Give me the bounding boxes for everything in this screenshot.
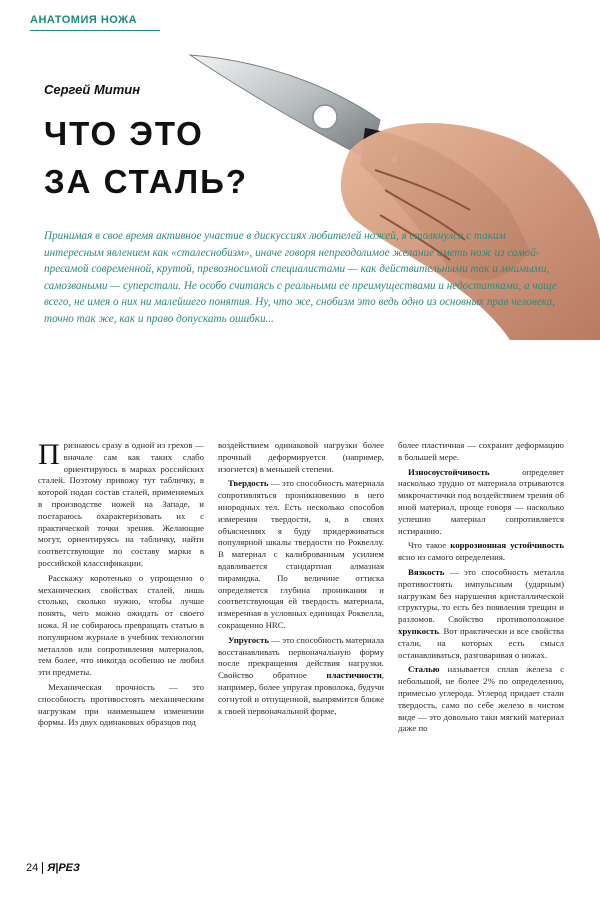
column-3-paragraph-3: Что такое коррозионная устойчивость ясно из самого определения. (398, 540, 564, 563)
column-1-paragraph-1: Признаюсь сразу в одной из грехов — вначале сам как таких слабо ориентируюсь в марках российских сталей. Поэтому привожу тут табличку, в которой подан состав сталей, применяемых в производстве ножей на Западе, и постараюсь охарактеризовать их с практической точки зрения. Желающие могут, ориентируясь на табличку, найти соответствующие по составу марки в российской классификации. (38, 440, 204, 568)
drop-cap: П (38, 440, 60, 471)
title-line-2: ЗА СТАЛЬ? (44, 163, 249, 200)
term-wear-resistance: Износоустойчивость (408, 466, 490, 477)
column-3-paragraph-4: Вязкость — это способность металла противостоять импульсным (ударным) нагрузкам без нарушения кристаллической структуры, то есть без появления трещин и разломов. Свойство противоположное хрупкость. Вот практически и все свойства стали, на которых есть смысл останавливаться, разговаривая о ножах. (398, 566, 564, 660)
column-2-paragraph-3: Упругость — это способность материала восстанавливать первоначальную форму после прекращения действия нагрузки. Свойство обратное пластичности, например, более упругая проволока, будучи согнутой и отпущенной, выпрямится ближе к своей первоначальной форме, (218, 634, 384, 716)
term-elasticity: Упругость (228, 634, 270, 645)
column-3-paragraph-5: Сталью называется сплав железа с небольшой, не более 2% по определению, примесью углерода. Углерод придает стали твердость, само по себе железо в чистом виде — это довольно таки мягкий материал даже по (398, 664, 564, 734)
column-2-paragraph-1: воздействием одинаковой нагрузки более прочный деформируется (например, изогнется) в меньшей степени. (218, 440, 384, 474)
term-corrosion-resistance: коррозионная устойчивость (450, 540, 564, 551)
page-number: 24 (26, 862, 39, 874)
column-1-paragraph-2: Расскажу коротенько о упрощенно о механических свойствах сталей, лишь столько, сколько нужно, чтобы лучше понять, чего можно ожидать от своего ножа. Я не собираюсь превращать статью в популярном журнале в учебник технологии металлов или сопротивления материалов, тем более, что никогда особенно не любил эти предметы. (38, 572, 204, 678)
term-steel: Сталью (408, 664, 440, 675)
title-line-1: ЧТО ЭТО (44, 115, 204, 152)
column-2-paragraph-2: Твердость — это способность материала сопротивляться проникновению в него инородных тел. Есть несколько способов измерения твердости, я, в своих объяснениях я буду придерживаться популярной шкалы твердости по Роквеллу. В материал с калиброванным усилием вдавливается стандартная алмазная пирамидка. По величине оттиска определяется глубина проникания и соответствующая ей твердость материала, измеренная в условных единицах Роквелла, сокращенно HRC. (218, 478, 384, 630)
column-3-paragraph-1: более пластичная — сохранит деформацию в большей мере. (398, 440, 564, 462)
blade-thumb-hole (313, 105, 337, 129)
term-toughness: Вязкость (408, 566, 445, 577)
intro-text: Принимая в свое время активное участие в дискуссиях любителей ножей, я столкнулся с таким интересным явлением как «сталеснобизм», иначе говоря непреодолимое желание иметь нож из самой-пресамой современной, крутой, превозносимой специалистами — как действительными так и мнимыми, самозваными — суперстали. Не особо считаясь с реальными ее преимуществами и недостатками, а чаще всего, не имея о них ни малейшего понятия. Ну, что же, снобизм это ведь одно из основных прав человека, точно так же, как и право допускать ошибки... (44, 230, 557, 325)
column-3-paragraph-2: Износоустойчивость определяет насколько трудно от материала отрываются микрочастички под воздействием трения об иной материал, проще говоря — насколько успешно материал сопротивляется истиранию. (398, 466, 564, 536)
column-3 (398, 440, 564, 855)
page-footer (26, 862, 80, 874)
section-rule (30, 30, 160, 31)
magazine-logo: Я|РЕЗ (42, 862, 80, 874)
term-hardness: Твердость (228, 478, 269, 489)
body-columns (38, 440, 564, 855)
term-brittleness: хрупкость (398, 625, 439, 636)
term-plasticity: пластичности (326, 670, 382, 681)
column-2 (218, 440, 384, 855)
section-label: АНАТОМИЯ НОЖА (30, 14, 138, 26)
author-name: Сергей Митин (44, 82, 141, 97)
column-1 (38, 440, 204, 855)
knife-blade (190, 55, 380, 160)
intro-paragraph (44, 228, 559, 327)
column-1-paragraph-3: Механическая прочность — это способность противостоять механическим нагрузкам при наименьшем изменении формы. Из двух одинаковых образцов под (38, 681, 204, 728)
